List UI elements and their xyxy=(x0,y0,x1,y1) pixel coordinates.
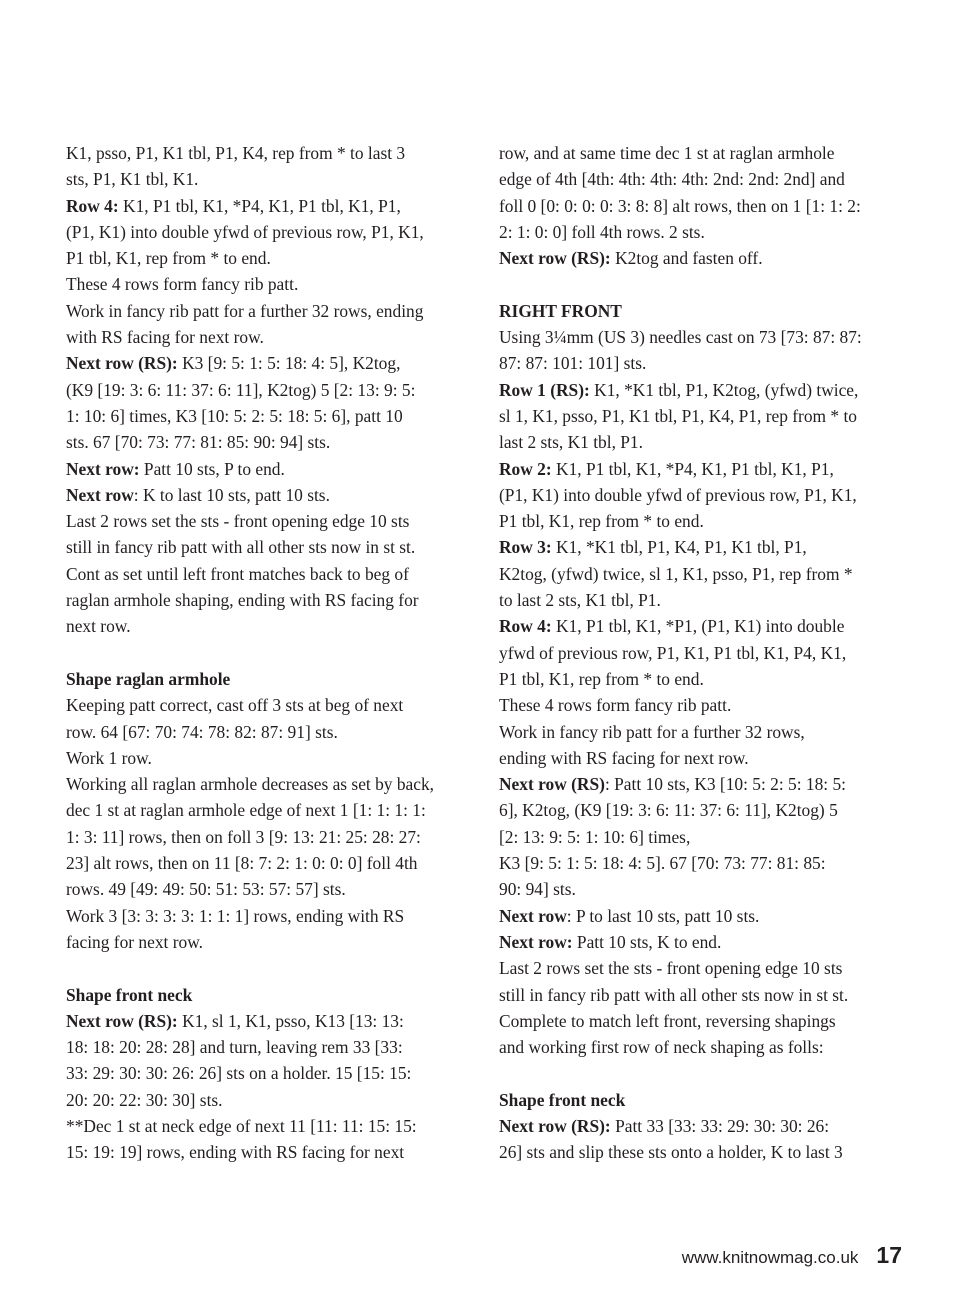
text-line xyxy=(499,456,899,482)
line-text: (P1, K1) into double yfwd of previous row, P1, K1, xyxy=(66,221,424,242)
text-line xyxy=(66,508,458,534)
text-line xyxy=(499,640,899,666)
text-line xyxy=(499,771,899,797)
line-text: raglan armhole shaping, ending with RS facing for xyxy=(66,590,419,611)
line-text: Work in fancy rib patt for a further 32 rows, xyxy=(499,721,805,742)
text-line xyxy=(66,429,458,455)
text-line xyxy=(499,903,899,929)
bold-label: Next row (RS): xyxy=(66,353,178,374)
text-line xyxy=(66,745,458,771)
text-line xyxy=(499,403,899,429)
bold-label: Shape raglan armhole xyxy=(66,668,231,689)
line-text: K1, *K1 tbl, P1, K4, P1, K1 tbl, P1, xyxy=(551,537,807,558)
line-text: Work in fancy rib patt for a further 32 rows, ending xyxy=(66,300,424,321)
text-line xyxy=(66,850,458,876)
text-line xyxy=(499,377,899,403)
line-text: These 4 rows form fancy rib patt. xyxy=(66,274,299,295)
bold-label: Next row: xyxy=(66,458,140,479)
line-text: 1: 3: 11] rows, then on foll 3 [9: 13: 21: 25: 28: 27: xyxy=(66,826,421,847)
text-line xyxy=(66,1087,458,1113)
text-line xyxy=(66,824,458,850)
text-line xyxy=(66,903,458,929)
bold-label: Row 1 (RS): xyxy=(499,379,590,400)
line-text: and working first row of neck shaping as folls: xyxy=(499,1037,824,1058)
bold-label: Row 4: xyxy=(66,195,119,216)
line-text: with RS facing for next row. xyxy=(66,327,264,348)
line-text: P1 tbl, K1, rep from * to end. xyxy=(66,248,271,269)
text-line xyxy=(66,193,458,219)
line-text: last 2 sts, K1 tbl, P1. xyxy=(499,432,643,453)
bold-label: Shape front neck xyxy=(499,1089,626,1110)
bold-label: Next row (RS): xyxy=(499,1115,611,1136)
text-line xyxy=(499,140,899,166)
line-text: 20: 20: 22: 30: 30] sts. xyxy=(66,1089,223,1110)
footer-url[interactable]: www.knitnowmag.co.uk xyxy=(681,1248,859,1267)
text-line xyxy=(499,613,899,639)
line-text: sl 1, K1, psso, P1, K1 tbl, P1, K4, P1, rep from * to xyxy=(499,405,857,426)
line-text: K1, *K1 tbl, P1, K2tog, (yfwd) twice, xyxy=(589,379,859,400)
line-text: K2tog, (yfwd) twice, sl 1, K1, psso, P1, rep from * xyxy=(499,563,853,584)
text-line xyxy=(499,561,899,587)
text-line xyxy=(499,587,899,613)
text-line xyxy=(499,745,899,771)
line-text: Keeping patt correct, cast off 3 sts at beg of next xyxy=(66,695,404,716)
line-text: 18: 18: 20: 28: 28] and turn, leaving rem 33 [33: xyxy=(66,1037,403,1058)
line-text: 90: 94] sts. xyxy=(499,879,576,900)
text-line xyxy=(499,982,899,1008)
line-text: : P to last 10 sts, patt 10 sts. xyxy=(566,905,760,926)
bold-label: Next row xyxy=(499,905,567,926)
text-line xyxy=(66,1113,458,1139)
text-line xyxy=(66,1060,458,1086)
text-line xyxy=(66,403,458,429)
text-line xyxy=(66,587,458,613)
line-text: rows. 49 [49: 49: 50: 51: 53: 57: 57] sts. xyxy=(66,879,346,900)
line-text: 23] alt rows, then on 11 [8: 7: 2: 1: 0: 0: 0] foll 4th xyxy=(66,853,418,874)
bold-label: Row 2: xyxy=(499,458,552,479)
text-line xyxy=(499,666,899,692)
text-line xyxy=(499,350,899,376)
text-line xyxy=(499,692,899,718)
line-text: 26] sts and slip these sts onto a holder, K to last 3 xyxy=(499,1142,843,1163)
line-text: K1, P1 tbl, K1, *P1, (P1, K1) into double xyxy=(551,616,845,637)
bold-label: Next row xyxy=(66,484,134,505)
text-line xyxy=(66,245,458,271)
text-line xyxy=(66,719,458,745)
paragraph-gap xyxy=(66,640,458,666)
bold-label: Shape front neck xyxy=(66,984,193,1005)
text-line xyxy=(499,850,899,876)
line-text: still in fancy rib patt with all other sts now in st st. xyxy=(66,537,416,558)
line-text: : K to last 10 sts, patt 10 sts. xyxy=(133,484,330,505)
text-line xyxy=(499,1008,899,1034)
line-text: next row. xyxy=(66,616,131,637)
paragraph-gap xyxy=(66,955,458,981)
line-text: K1, P1 tbl, K1, *P4, K1, P1 tbl, K1, P1, xyxy=(551,458,834,479)
text-line xyxy=(66,797,458,823)
text-line xyxy=(499,1034,899,1060)
bold-label: RIGHT FRONT xyxy=(499,300,622,321)
line-text: dec 1 st at raglan armhole edge of next 1 [1: 1: 1: 1: xyxy=(66,800,426,821)
bold-label: Next row (RS): xyxy=(66,1010,178,1031)
paragraph-gap xyxy=(499,1060,899,1086)
line-text: Using 3¼mm (US 3) needles cast on 73 [73: 87: 87: xyxy=(499,327,862,348)
line-text: row. 64 [67: 70: 74: 78: 82: 87: 91] sts. xyxy=(66,721,338,742)
text-line xyxy=(66,324,458,350)
text-line xyxy=(499,824,899,850)
page-footer xyxy=(682,1242,902,1269)
paragraph-gap xyxy=(499,271,899,297)
line-text: 15: 19: 19] rows, ending with RS facing for next xyxy=(66,1142,405,1163)
line-text: yfwd of previous row, P1, K1, P1 tbl, K1, P4, K1, xyxy=(499,642,847,663)
bold-label: Next row (RS): xyxy=(499,248,611,269)
text-line xyxy=(66,692,458,718)
text-line xyxy=(66,298,458,324)
line-text: These 4 rows form fancy rib patt. xyxy=(499,695,732,716)
text-line xyxy=(66,271,458,297)
text-line xyxy=(66,350,458,376)
text-line xyxy=(499,219,899,245)
left-column xyxy=(66,140,458,1166)
line-text: K3 [9: 5: 1: 5: 18: 4: 5]. 67 [70: 73: 77: 81: 85: xyxy=(499,853,826,874)
line-text: Cont as set until left front matches back to beg of xyxy=(66,563,409,584)
text-line xyxy=(499,1139,899,1165)
line-text: 1: 10: 6] times, K3 [10: 5: 2: 5: 18: 5: 6], patt 10 xyxy=(66,405,403,426)
text-line xyxy=(66,1139,458,1165)
text-line xyxy=(66,1034,458,1060)
line-text: row, and at same time dec 1 st at raglan armhole xyxy=(499,143,835,163)
line-text: (K9 [19: 3: 6: 11: 37: 6: 11], K2tog) 5 [2: 13: 9: 5: xyxy=(66,379,416,400)
text-line xyxy=(499,193,899,219)
text-line xyxy=(499,955,899,981)
text-line xyxy=(66,482,458,508)
line-text: 33: 29: 30: 30: 26: 26] sts on a holder. 15 [15: 15: xyxy=(66,1063,412,1084)
text-line xyxy=(66,982,458,1008)
line-text: still in fancy rib patt with all other sts now in st st. xyxy=(499,984,849,1005)
text-line xyxy=(66,166,458,192)
text-line xyxy=(66,666,458,692)
line-text: foll 0 [0: 0: 0: 0: 3: 8: 8] alt rows, then on 1 [1: 1: 2: xyxy=(499,195,861,216)
line-text: K3 [9: 5: 1: 5: 18: 4: 5], K2tog, xyxy=(177,353,401,374)
line-text: Work 3 [3: 3: 3: 3: 1: 1: 1] rows, ending with RS xyxy=(66,905,405,926)
line-text: 87: 87: 101: 101] sts. xyxy=(499,353,647,374)
line-text: K1, P1 tbl, K1, *P4, K1, P1 tbl, K1, P1, xyxy=(118,195,401,216)
text-line xyxy=(66,929,458,955)
line-text: edge of 4th [4th: 4th: 4th: 4th: 2nd: 2nd: 2nd] and xyxy=(499,169,845,190)
line-text: Last 2 rows set the sts - front opening edge 10 sts xyxy=(66,511,410,532)
text-line xyxy=(66,140,458,166)
line-text: P1 tbl, K1, rep from * to end. xyxy=(499,511,704,532)
line-text: K1, psso, P1, K1 tbl, P1, K4, rep from * to last 3 xyxy=(66,143,406,163)
bold-label: Next row: xyxy=(499,931,573,952)
line-text: ending with RS facing for next row. xyxy=(499,747,749,768)
line-text: : Patt 10 sts, K3 [10: 5: 2: 5: 18: 5: xyxy=(604,774,847,795)
bold-label: Row 3: xyxy=(499,537,552,558)
line-text: Patt 10 sts, P to end. xyxy=(139,458,285,479)
line-text: Working all raglan armhole decreases as set by back, xyxy=(66,774,435,795)
text-line xyxy=(499,245,899,271)
line-text: P1 tbl, K1, rep from * to end. xyxy=(499,668,704,689)
line-text: 2: 1: 0: 0] foll 4th rows. 2 sts. xyxy=(499,221,705,242)
text-line xyxy=(66,456,458,482)
text-line xyxy=(499,797,899,823)
text-line xyxy=(499,429,899,455)
text-line xyxy=(66,377,458,403)
text-line xyxy=(499,534,899,560)
text-line xyxy=(499,1087,899,1113)
line-text: Patt 10 sts, K to end. xyxy=(572,931,722,952)
line-text: K1, sl 1, K1, psso, K13 [13: 13: xyxy=(177,1010,404,1031)
text-line xyxy=(499,166,899,192)
text-line xyxy=(499,508,899,534)
text-line xyxy=(499,719,899,745)
text-line xyxy=(66,561,458,587)
line-text: Complete to match left front, reversing shapings xyxy=(499,1010,836,1031)
line-text: [2: 13: 9: 5: 1: 10: 6] times, xyxy=(499,826,691,847)
text-line xyxy=(499,324,899,350)
text-line xyxy=(499,1113,899,1139)
text-line xyxy=(66,771,458,797)
text-line xyxy=(66,219,458,245)
text-line xyxy=(499,876,899,902)
text-line xyxy=(66,1008,458,1034)
line-text: Last 2 rows set the sts - front opening edge 10 sts xyxy=(499,958,843,979)
line-text: sts. 67 [70: 73: 77: 81: 85: 90: 94] sts. xyxy=(66,432,331,453)
page-number: 17 xyxy=(876,1242,902,1268)
line-text: K2tog and fasten off. xyxy=(610,248,763,269)
bold-label: Row 4: xyxy=(499,616,552,637)
text-line xyxy=(499,929,899,955)
line-text: to last 2 sts, K1 tbl, P1. xyxy=(499,590,661,611)
line-text: (P1, K1) into double yfwd of previous row, P1, K1, xyxy=(499,484,857,505)
line-text: sts, P1, K1 tbl, K1. xyxy=(66,169,199,190)
right-column xyxy=(499,140,899,1166)
text-line xyxy=(66,534,458,560)
line-text: Work 1 row. xyxy=(66,747,152,768)
line-text: **Dec 1 st at neck edge of next 11 [11: 11: 15: 15: xyxy=(66,1115,417,1136)
bold-label: Next row (RS) xyxy=(499,774,605,795)
line-text: Patt 33 [33: 33: 29: 30: 30: 26: xyxy=(610,1115,830,1136)
line-text: 6], K2tog, (K9 [19: 3: 6: 11: 37: 6: 11], K2tog) 5 xyxy=(499,800,838,821)
line-text: facing for next row. xyxy=(66,931,203,952)
text-line xyxy=(499,482,899,508)
text-line xyxy=(499,298,899,324)
text-line xyxy=(66,876,458,902)
text-line xyxy=(66,613,458,639)
